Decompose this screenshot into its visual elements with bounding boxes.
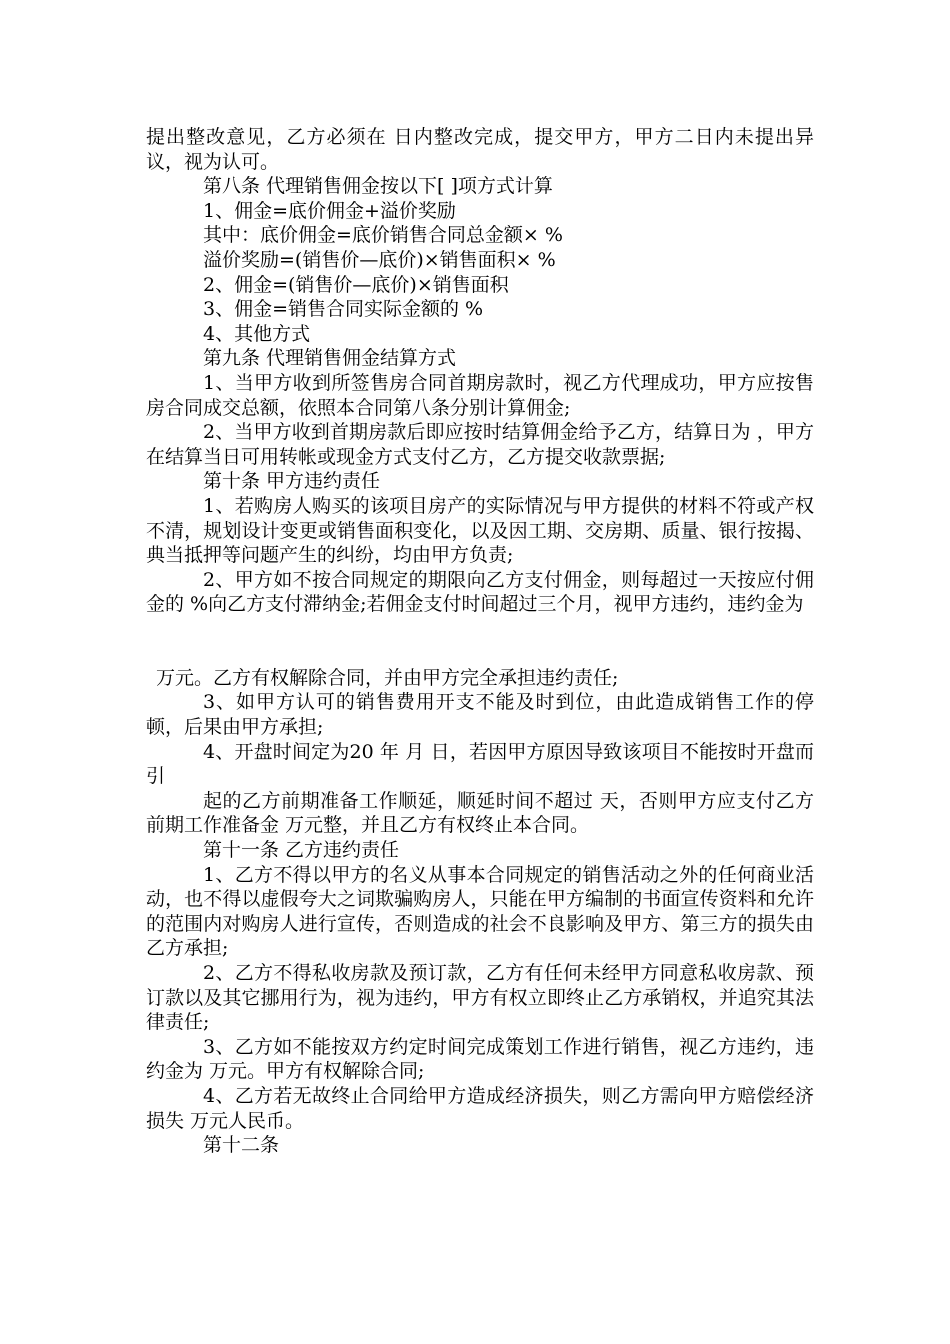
paragraph: 2、当甲方收到首期房款后即应按时结算佣金给予乙方，结算日为 ，甲方在结算当日可用转帐或现金方式支付乙方，乙方提交收款票据; — [146, 421, 814, 468]
paragraph: 1、当甲方收到所签售房合同首期房款时，视乙方代理成功，甲方应按售房合同成交总额，依照本合同第八条分别计算佣金; — [146, 371, 814, 419]
article-9-heading: 第九条 代理销售佣金结算方式 — [203, 347, 457, 370]
paragraph: 4、其他方式 — [203, 322, 311, 345]
paragraph: 4、开盘时间定为20 年 月 日，若因甲方原因导致该项目不能按时开盘而引 — [146, 740, 814, 788]
paragraph: 3、乙方如不能按双方约定时间完成策划工作进行销售，视乙方违约，违约金为 万元。甲方有权解除合同; — [146, 1035, 814, 1083]
paragraph: 溢价奖励=(销售价—底价)×销售面积× % — [203, 248, 556, 271]
paragraph: 提出整改意见，乙方必须在 日内整改完成，提交甲方，甲方二日内未提出异议，视为认可。 — [146, 126, 814, 173]
article-11-heading: 第十一条 乙方违约责任 — [203, 839, 400, 862]
paragraph: 万元。乙方有权解除合同，并由甲方完全承担违约责任; — [156, 666, 619, 689]
blank-gap — [146, 617, 814, 666]
paragraph: 1、若购房人购买的该项目房产的实际情况与甲方提供的材料不符或产权不清，规划设计变更或销售面积变化，以及因工期、交房期、质量、银行按揭、典当抵押等问题产生的纠纷，均由甲方负责; — [146, 494, 814, 567]
paragraph: 1、佣金=底价佣金+溢价奖励 — [203, 199, 456, 222]
article-8-heading: 第八条 代理销售佣金按以下[ ]项方式计算 — [203, 175, 553, 198]
paragraph: 起的乙方前期准备工作顺延，顺延时间不超过 天，否则甲方应支付乙方前期工作准备金 万元整，并且乙方有权终止本合同。 — [146, 789, 814, 837]
article-12-heading: 第十二条 — [203, 1134, 280, 1157]
paragraph: 2、乙方不得私收房款及预订款，乙方有任何未经甲方同意私收房款、预订款以及其它挪用行为，视为违约，甲方有权立即终止乙方承销权，并追究其法律责任; — [146, 962, 814, 1034]
paragraph: 1、乙方不得以甲方的名义从事本合同规定的销售活动之外的任何商业活动，也不得以虚假夸大之词欺骗购房人，只能在甲方编制的书面宣传资料和允许的范围内对购房人进行宣传，否则造成的社会不良影响及甲方、第三方的损失由乙方承担; — [146, 863, 814, 960]
paragraph: 2、佣金=(销售价—底价)×销售面积 — [203, 273, 509, 296]
paragraph: 其中：底价佣金=底价销售合同总金额× % — [203, 224, 563, 247]
article-10-heading: 第十条 甲方违约责任 — [203, 470, 381, 493]
document-page — [146, 125, 814, 1158]
paragraph: 3、佣金=销售合同实际金额的 % — [203, 298, 484, 321]
paragraph: 3、如甲方认可的销售费用开支不能及时到位，由此造成销售工作的停顿，后果由甲方承担; — [146, 691, 814, 739]
paragraph: 2、甲方如不按合同规定的期限向乙方支付佣金，则每超过一天按应付佣金的 %向乙方支付滞纳金;若佣金支付时间超过三个月，视甲方违约，违约金为 — [146, 568, 814, 616]
paragraph: 4、乙方若无故终止合同给甲方造成经济损失，则乙方需向甲方赔偿经济损失 万元人民币。 — [146, 1084, 814, 1132]
